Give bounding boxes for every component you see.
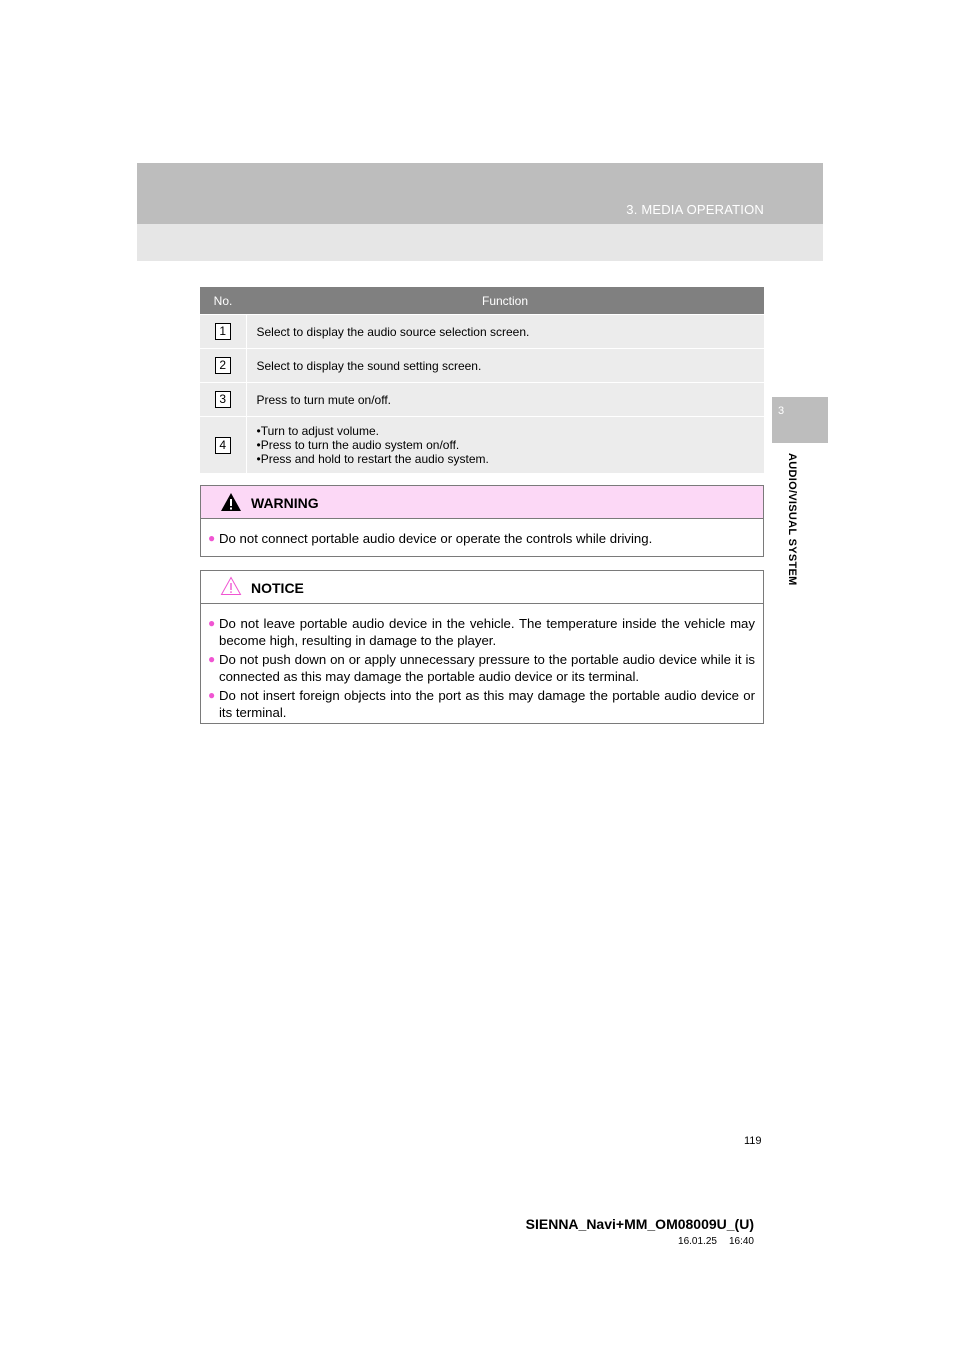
function-text: Select to display the audio source selection screen.: [246, 315, 764, 349]
header-sub-bar: [137, 224, 823, 261]
print-timestamp: [678, 1236, 754, 1247]
function-bullets: [246, 417, 764, 474]
page-number: 119: [744, 1135, 762, 1147]
notice-box: [200, 570, 764, 724]
warning-box: [200, 485, 764, 557]
row-number-cell: [200, 383, 246, 417]
warning-title: WARNING: [251, 495, 319, 511]
notice-item: ● Do not leave portable audio device in the vehicle. The temperature inside the vehicle may become high, resulting in damage to the player.: [208, 616, 755, 648]
number-box: 3: [215, 391, 231, 408]
number-box: 1: [215, 323, 231, 340]
bullet-item: •Press to turn the audio system on/off.: [256, 438, 460, 452]
table-header-row: [200, 287, 764, 315]
notice-item: ● Do not insert foreign objects into the port as this may damage the portable audio device or its terminal.: [208, 688, 755, 720]
bullet-dot-icon: ●: [208, 616, 216, 630]
function-table: [200, 287, 764, 473]
notice-item: ● Do not push down on or apply unnecessary pressure to the portable audio device while it is connected as this may damage the portable audio device or its terminal.: [208, 652, 755, 684]
bullet-dot-icon: ●: [208, 531, 216, 545]
table-row: [200, 349, 764, 383]
row-number-cell: [200, 349, 246, 383]
bullet-item: •Press and hold to restart the audio system.: [256, 452, 489, 466]
document-id: SIENNA_Navi+MM_OM08009U_(U): [525, 1216, 754, 1232]
chapter-tab-number: 3: [778, 405, 785, 417]
print-time: 16:40: [728, 1236, 754, 1247]
print-date: 16.01.25: [678, 1236, 717, 1247]
chapter-tab: [772, 397, 828, 443]
table-row: [200, 417, 764, 474]
warning-icon: [220, 492, 242, 512]
warning-body: [201, 519, 763, 547]
function-text: Select to display the sound setting screen.: [246, 349, 764, 383]
table-row: [200, 383, 764, 417]
bullet-item: •Turn to adjust volume.: [256, 424, 379, 438]
section-title: 3. MEDIA OPERATION: [626, 202, 764, 217]
chapter-side-label: AUDIO/VISUAL SYSTEM: [786, 453, 798, 586]
bullet-dot-icon: ●: [208, 652, 216, 666]
function-text: Press to turn mute on/off.: [246, 383, 764, 417]
warning-item: ● Do not connect portable audio device or operate the controls while driving.: [208, 531, 653, 546]
bullet-dot-icon: ●: [208, 688, 216, 702]
col-no-header: No.: [200, 287, 246, 315]
row-number-cell: [200, 417, 246, 474]
notice-body: [201, 604, 763, 721]
table-row: [200, 315, 764, 349]
caution-outline-icon: [220, 576, 242, 596]
col-function-header: Function: [246, 287, 764, 315]
warning-header: [201, 486, 763, 519]
notice-header: [201, 571, 763, 604]
number-box: 2: [215, 357, 231, 374]
number-box: 4: [215, 437, 231, 454]
notice-title: NOTICE: [251, 580, 304, 596]
row-number-cell: [200, 315, 246, 349]
